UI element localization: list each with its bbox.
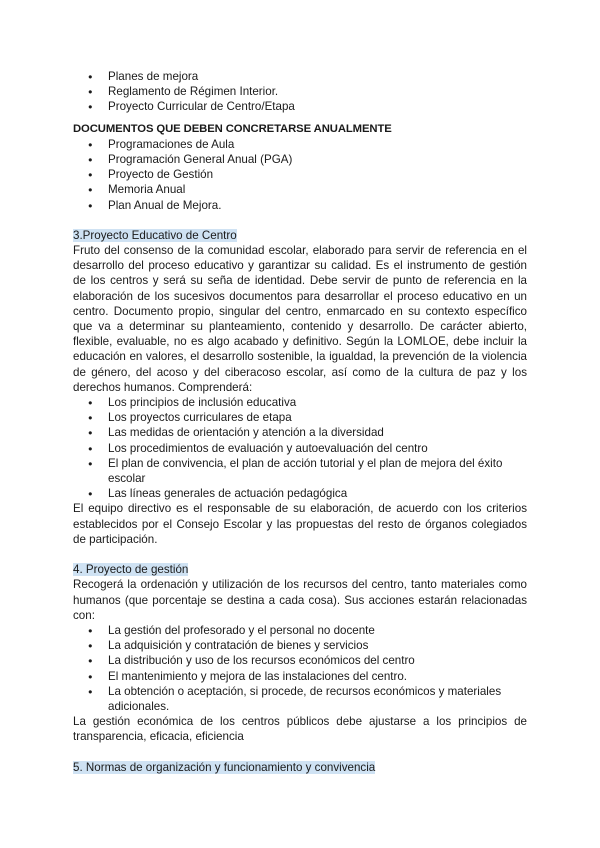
list-item: ● Proyecto Curricular de Centro/Etapa bbox=[73, 99, 527, 114]
list-item: ● Los principios de inclusión educativa bbox=[73, 395, 527, 410]
section-4-closing: La gestión económica de los centros públicos debe ajustarse a los principios de transparencia, eficacia, eficiencia bbox=[73, 715, 527, 744]
list-item: ● Las líneas generales de actuación pedagógica bbox=[73, 486, 527, 501]
section-4-heading: 4. Proyecto de gestión bbox=[73, 563, 189, 577]
list-item: ● Programaciones de Aula bbox=[73, 137, 527, 152]
section-5-heading: 5. Normas de organización y funcionamiento y convivencia bbox=[73, 760, 376, 774]
annual-documents-list bbox=[73, 137, 527, 213]
section-3-closing: El equipo directivo es el responsable de su elaboración, de acuerdo con los criterios establecidos por el Consejo Escolar y las propuestas del resto de órganos colegiados de participación. bbox=[73, 502, 527, 546]
list-item: ● El plan de convivencia, el plan de acción tutorial y el plan de mejora del éxito escolar bbox=[73, 456, 527, 486]
section-3-intro: Fruto del consenso de la comunidad escolar, elaborado para servir de referencia en el desarrollo del proceso educativo y garantizar su calidad. Es el instrumento de gestión de los centros y será su seña de identidad. Debe servir de punto de referencia en la elaboración de los sucesivos documentos para desarrollar el proceso educativo en un centro. Documento propio, singular del centro, enmarcado en su contexto específico que va a determinar su planteamiento, contenido y desarrollo. De carácter abierto, flexible, evaluable, no es algo acabado y definitivo. Según la LOMLOE, debe incluir la educación en valores, el desarrollo sostenible, la igualdad, la prevención de la violencia de género, del acoso y del ciberacoso escolar, así como de la cultura de paz y los derechos humanos. Comprenderá: bbox=[73, 244, 527, 394]
list-item: ● Las medidas de orientación y atención a la diversidad bbox=[73, 425, 527, 440]
section-3-heading: 3.Proyecto Educativo de Centro bbox=[73, 228, 237, 242]
list-item: ● Proyecto de Gestión bbox=[73, 167, 527, 182]
list-item: ● La distribución y uso de los recursos económicos del centro bbox=[73, 653, 527, 668]
list-item: ● Reglamento de Régimen Interior. bbox=[73, 84, 527, 99]
list-item: ● La adquisición y contratación de bienes y servicios bbox=[73, 638, 527, 653]
plans-list bbox=[73, 69, 527, 115]
list-item: ● Los procedimientos de evaluación y autoevaluación del centro bbox=[73, 441, 527, 456]
list-item: ● La obtención o aceptación, si procede, de recursos económicos y materiales adicionales. bbox=[73, 684, 527, 714]
list-item: ● Memoria Anual bbox=[73, 182, 527, 197]
section-4-intro: Recogerá la ordenación y utilización de los recursos del centro, tanto materiales como humanos (que porcentaje se destina a cada cosa). Sus acciones estarán relacionadas con: bbox=[73, 578, 527, 622]
document-content bbox=[73, 69, 527, 775]
list-item: ● Los proyectos curriculares de etapa bbox=[73, 410, 527, 425]
list-item: ● Programación General Anual (PGA) bbox=[73, 152, 527, 167]
section-4-list bbox=[73, 623, 527, 714]
list-item: ● El mantenimiento y mejora de las instalaciones del centro. bbox=[73, 669, 527, 684]
list-item: ● Plan Anual de Mejora. bbox=[73, 198, 527, 213]
list-item: ● La gestión del profesorado y el personal no docente bbox=[73, 623, 527, 638]
list-item: ● Planes de mejora bbox=[73, 69, 527, 84]
annual-documents-heading: DOCUMENTOS QUE DEBEN CONCRETARSE ANUALMENTE bbox=[73, 122, 392, 135]
section-3-list bbox=[73, 395, 527, 501]
